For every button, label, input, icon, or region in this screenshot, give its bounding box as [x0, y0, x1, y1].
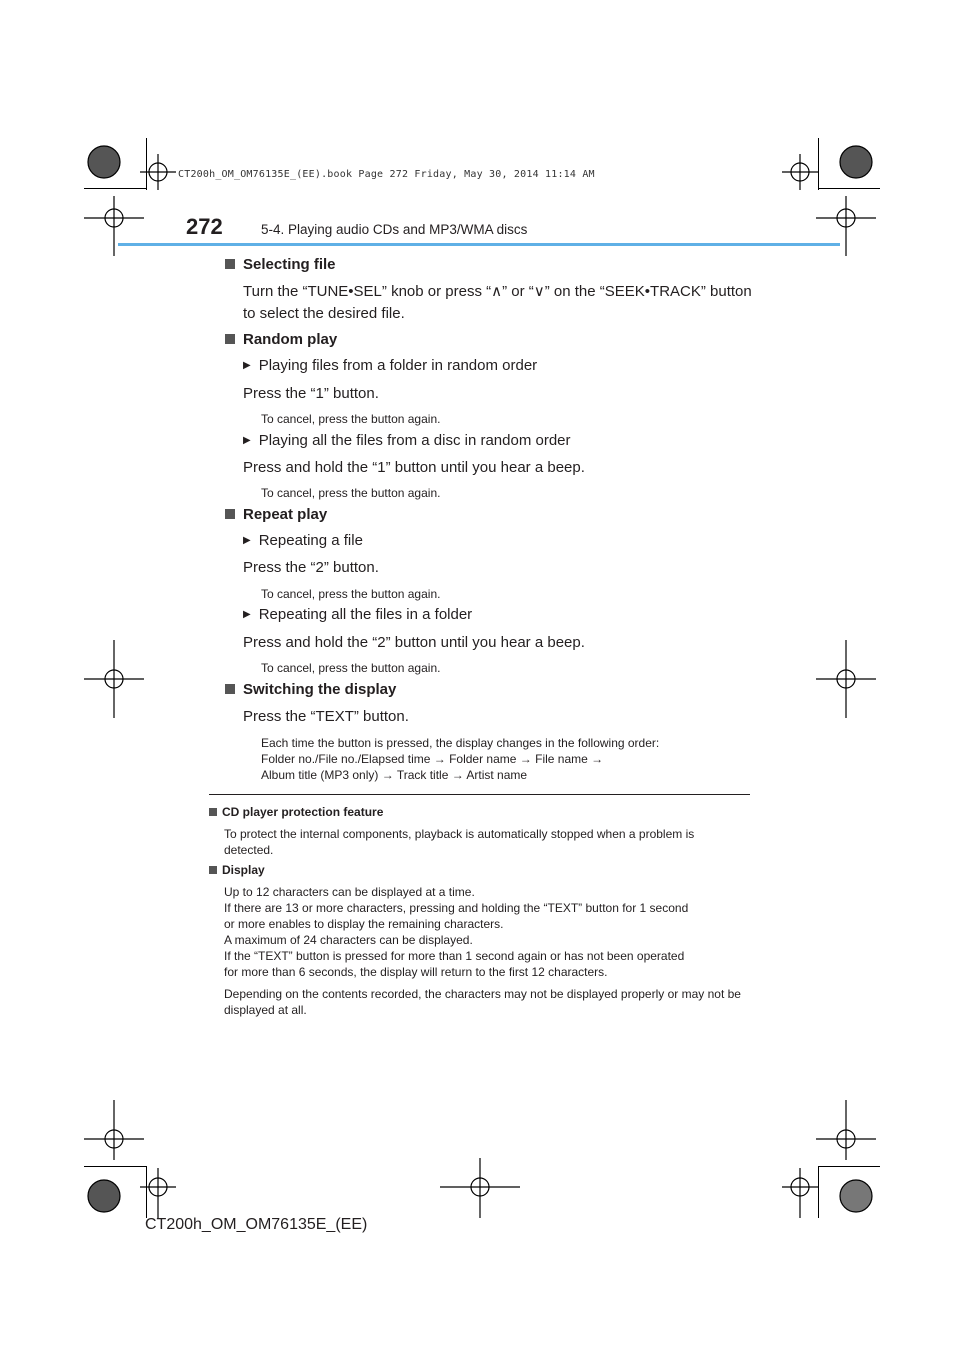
random-sub1-note: To cancel, press the button again. — [261, 412, 441, 426]
switching-display-text: Press the “TEXT” button. — [243, 708, 409, 725]
random-sub2: ▶ Playing all the files from a disc in random order — [243, 432, 571, 449]
selecting-file-line1: Turn the “TUNE•SEL” knob or press “∧” or “∨” on the “SEEK•TRACK” button — [243, 283, 752, 300]
section-title: 5-4. Playing audio CDs and MP3/WMA discs — [261, 222, 528, 237]
triangle-bullet-icon: ▶ — [243, 435, 251, 446]
footnote-heading-display: Display — [209, 863, 265, 877]
repeat-sub2-text: Press and hold the “2” button until you hear a beep. — [243, 634, 585, 651]
footnote-display-p1: Up to 12 characters can be displayed at a time. If there are 13 or more characters, pressing and holding the “TEXT” button for 1 second or more enables to display the remaining characters. A maximum of 24 characters can be displayed. If the “TEXT” button is pressed for more than 1 second again or has not been operated for more than 6 seconds, the display will return to the first 12 characters. — [224, 885, 689, 979]
heading-switching-display: Switching the display — [225, 681, 396, 698]
repeat-sub2: ▶ Repeating all the files in a folder — [243, 606, 473, 623]
repeat-sub2-note: To cancel, press the button again. — [261, 661, 441, 675]
triangle-bullet-icon: ▶ — [243, 360, 251, 371]
header-rule — [118, 243, 840, 246]
random-sub1-text: Press the “1” button. — [243, 385, 379, 402]
triangle-bullet-icon: ▶ — [243, 535, 251, 546]
footer-code: CT200h_OM_OM76135E_(EE) — [145, 1216, 368, 1233]
repeat-sub1-note: To cancel, press the button again. — [261, 587, 441, 601]
switching-display-note1: Each time the button is pressed, the display changes in the following order: — [261, 736, 660, 750]
bullet-square-icon — [209, 866, 217, 874]
heading-repeat-play: Repeat play — [225, 506, 327, 523]
switching-display-note2: Folder no./File no./Elapsed time → Folder name → File name → — [261, 752, 604, 766]
bullet-square-icon — [225, 509, 235, 519]
random-sub2-text: Press and hold the “1” button until you hear a beep. — [243, 459, 585, 476]
bullet-square-icon — [225, 684, 235, 694]
footnote-display-p2: Depending on the contents recorded, the characters may not be displayed properly or may not be displayed at all. — [224, 987, 741, 1017]
page-number: 272 — [186, 214, 223, 239]
footnote-heading-protection: CD player protection feature — [209, 805, 383, 819]
repeat-sub1-text: Press the “2” button. — [243, 559, 379, 576]
book-slug: CT200h_OM_OM76135E_(EE).book Page 272 Friday, May 30, 2014 11:14 AM — [178, 169, 595, 180]
random-sub1: ▶ Playing files from a folder in random order — [243, 357, 538, 374]
heading-random-play: Random play — [225, 331, 337, 348]
selecting-file-line2: to select the desired file. — [243, 305, 405, 322]
heading-selecting-file: Selecting file — [225, 256, 336, 273]
random-sub2-note: To cancel, press the button again. — [261, 486, 441, 500]
repeat-sub1: ▶ Repeating a file — [243, 532, 363, 549]
footnote-separator — [209, 794, 750, 795]
footnote-protection-text: To protect the internal components, playback is automatically stopped when a problem is detected. — [224, 827, 695, 857]
bullet-square-icon — [225, 334, 235, 344]
bullet-square-icon — [209, 808, 217, 816]
bullet-square-icon — [225, 259, 235, 269]
switching-display-note3: Album title (MP3 only) → Track title → Artist name — [261, 768, 528, 782]
triangle-bullet-icon: ▶ — [243, 609, 251, 620]
